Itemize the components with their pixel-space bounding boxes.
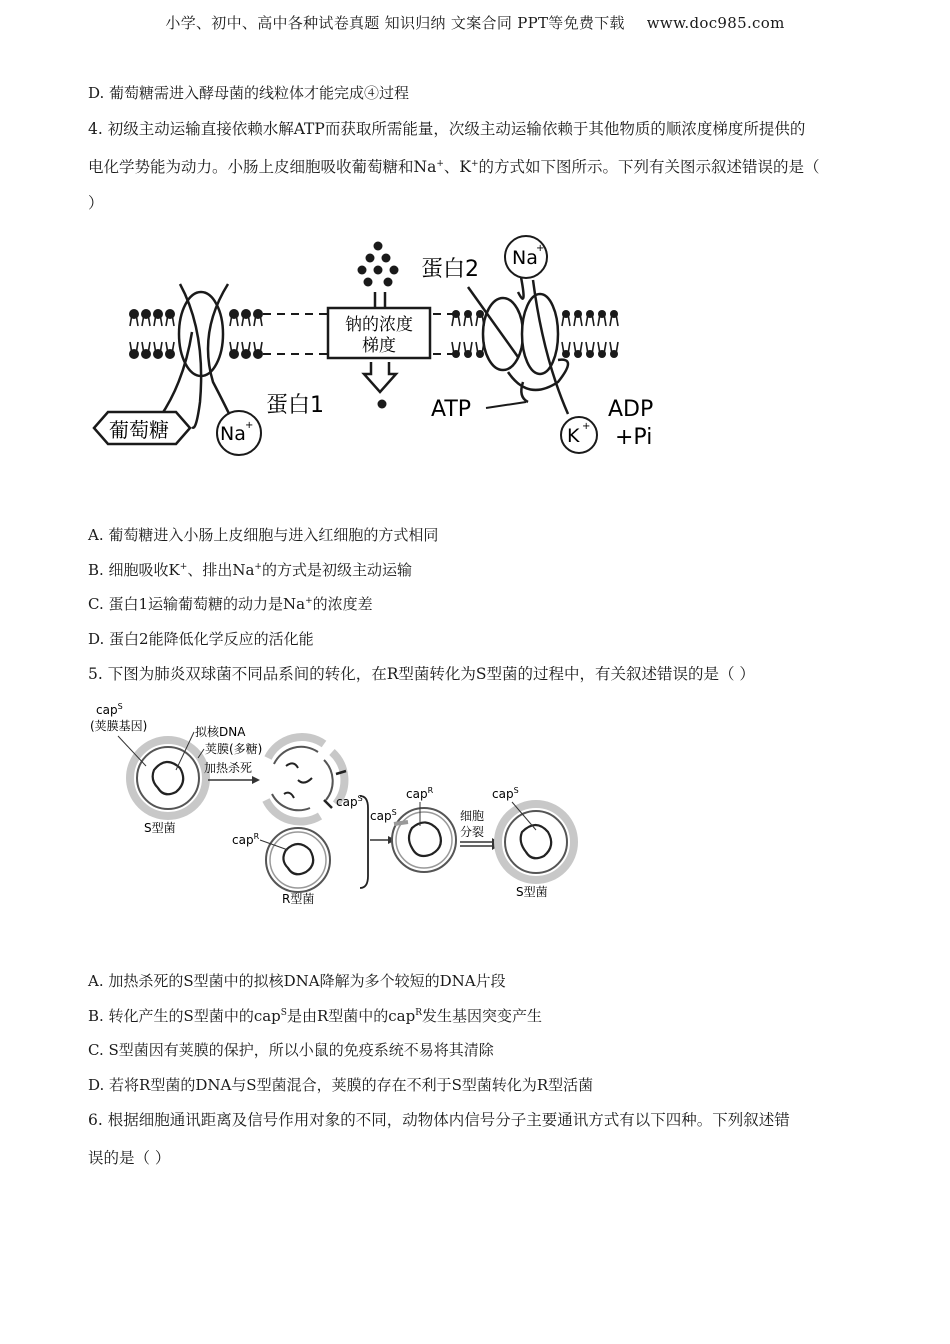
gradient-label-2: 梯度: [362, 336, 396, 356]
s-type-right-label: S型菌: [516, 885, 548, 899]
na-top-bubble: [505, 236, 547, 278]
membrane-transport-figure: [88, 232, 678, 464]
killed-s-bacterium: [266, 737, 346, 822]
header-text: 小学、初中、高中各种试卷真题 知识归纳 文案合同 PPT等免费下载: [165, 14, 625, 32]
glucose-hexagon: [94, 412, 190, 444]
svg-text:+: +: [536, 243, 545, 254]
protein-2-label: 蛋白2: [421, 257, 479, 282]
header-url[interactable]: www.doc985.com: [646, 14, 785, 32]
caps-top-label: cap$^S$: [96, 702, 123, 717]
protein-1-label: 蛋白1: [266, 393, 324, 418]
nucleoid-dna-label: 拟核DNA: [195, 725, 246, 739]
pi-label: +Pi: [615, 425, 653, 450]
s-bacterium-left: [130, 740, 206, 816]
q5-option-d: D. 若将R型菌的DNA与S型菌混合，荚膜的存在不利于S型菌转化为R型活菌: [88, 1076, 594, 1094]
caps-merge-label: cap$^S$: [370, 808, 397, 823]
svg-text:葡萄糖: 葡萄糖: [109, 418, 169, 442]
svg-text:+: +: [582, 421, 591, 432]
s-bacterium-right: [498, 804, 574, 880]
caps-right-label: cap$^S$: [492, 786, 519, 801]
r-type-label: R型菌: [282, 892, 315, 906]
gradient-label-1: 钠的浓度: [345, 315, 413, 335]
q5-stem: 5. 下图为肺炎双球菌不同品系间的转化，在R型菌转化为S型菌的过程中，有关叙述错误的是（ ）: [88, 665, 755, 683]
capsule-gene-label: (荚膜基因): [90, 719, 148, 733]
s-type-left-label: S型菌: [144, 821, 176, 835]
page-header: [0, 12, 950, 33]
q6-stem-line2: 误的是（ ）: [88, 1149, 171, 1167]
na-bottom-bubble: [217, 411, 261, 455]
k-bubble: [561, 417, 597, 453]
q6-stem-line1: 6. 根据细胞通讯距离及信号作用对象的不同，动物体内信号分子主要通讯方式有以下四种。下列叙述错: [88, 1111, 790, 1129]
q5-option-c: C. S型菌因有荚膜的保护，所以小鼠的免疫系统不易将其清除: [88, 1041, 494, 1059]
protein-2-pump: [468, 272, 568, 414]
svg-text:+: +: [245, 420, 254, 431]
division-label-2: 分裂: [460, 825, 485, 839]
capr-left-label: cap$^R$: [232, 832, 260, 847]
q4-stem-line3: ）: [88, 194, 104, 212]
q4-stem-line1: 4. 初级主动运输直接依赖水解ATP而获取所需能量，次级主动运输依赖于其他物质的顺浓度梯度所提供的: [88, 120, 806, 138]
transformation-figure: [88, 700, 578, 910]
q4-option-c: C. 蛋白1运输葡萄糖的动力是Na+的浓度差: [88, 595, 373, 613]
brace: [360, 796, 368, 888]
q5-option-a: A. 加热杀死的S型菌中的拟核DNA降解为多个较短的DNA片段: [88, 972, 506, 990]
q3-option-d: D. 葡萄糖需进入酵母菌的线粒体才能完成④过程: [88, 84, 410, 102]
adp-label: ADP: [608, 397, 654, 422]
heat-kill-label: 加热杀死: [204, 761, 253, 775]
q4-option-d: D. 蛋白2能降低化学反应的活化能: [88, 630, 314, 648]
atp-label: ATP: [431, 397, 472, 422]
q5-option-b: B. 转化产生的S型菌中的cap$^S$是由R型菌中的cap$^R$发生基因突变产生: [88, 1007, 543, 1025]
transforming-bacterium: [392, 808, 456, 872]
svg-text:Na: Na: [512, 247, 538, 269]
r-bacterium: [266, 828, 330, 892]
caps-mid-label: cap$^S$: [336, 794, 363, 809]
capr-merge-label: cap$^R$: [406, 786, 434, 801]
division-label-1: 细胞: [460, 809, 485, 823]
q4-option-a: A. 葡萄糖进入小肠上皮细胞与进入红细胞的方式相同: [88, 526, 439, 544]
capsule-poly-label: 荚膜(多糖): [205, 742, 263, 756]
q4-stem-line2: 电化学势能为动力。小肠上皮细胞吸收葡萄糖和Na+、K+的方式如下图所示。下列有关图示叙述错误的是（: [88, 158, 820, 176]
svg-text:K: K: [567, 425, 580, 447]
svg-text:Na: Na: [220, 423, 246, 445]
q4-option-b: B. 细胞吸收K+、排出Na+的方式是初级主动运输: [88, 561, 412, 579]
